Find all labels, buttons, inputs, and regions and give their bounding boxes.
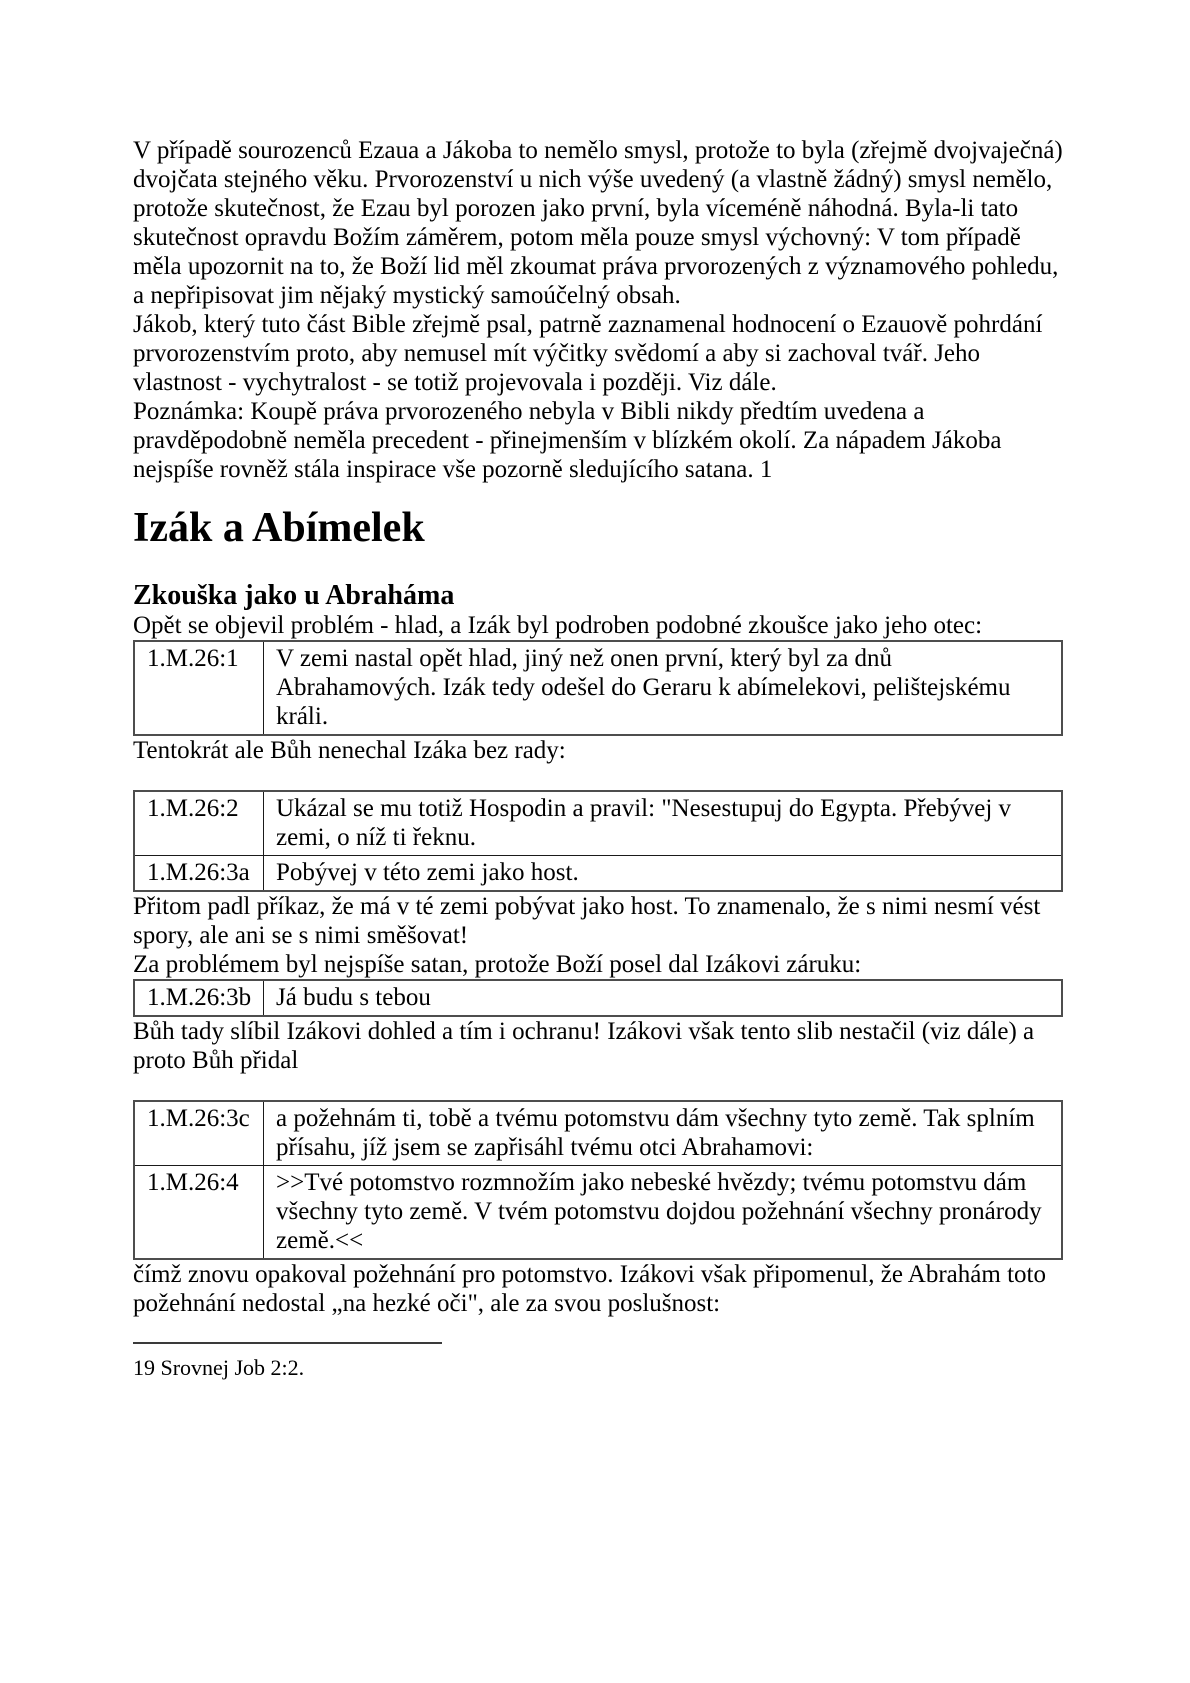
verse-table-26-2-3a [133, 790, 1063, 892]
verse-row [134, 980, 1062, 1016]
subsection-heading-zkouska: Zkouška jako u Abraháma [133, 580, 455, 611]
verse-table-26-1 [133, 640, 1063, 736]
paragraph-host-command: Přitom padl příkaz, že má v té zemi pobývat jako host. To znamenalo, že s nimi nesmí vést spory, ale ani se s nimi směšovat! [133, 893, 1041, 949]
verse-text: Já budu s tebou [264, 980, 1063, 1016]
section-heading-izak-a-abimelek: Izák a Abímelek [133, 505, 425, 551]
verse-reference: 1.M.26:3c [134, 1101, 264, 1166]
verse-text: V zemi nastal opět hlad, jiný než onen první, který byl za dnů Abrahamových. Izák tedy odešel do Geraru k abímelekovi, pelištejskému králi. [264, 641, 1063, 735]
footnote-separator-rule [133, 1342, 442, 1344]
verse-row [134, 1166, 1062, 1260]
paragraph-advice: Tentokrát ale Bůh nenechal Izáka bez rady: [133, 737, 566, 764]
verse-row [134, 641, 1062, 735]
verse-table-26-3c-4 [133, 1100, 1063, 1260]
verse-row [134, 791, 1062, 856]
verse-text: Ukázal se mu totiž Hospodin a pravil: "Nesestupuj do Egypta. Přebývej v zemi, o níž ti řeknu. [264, 791, 1063, 856]
verse-text: a požehnám ti, tobě a tvému potomstvu dám všechny tyto země. Tak splním přísahu, jíž jsem se zapřisáhl tvému otci Abrahamovi: [264, 1101, 1063, 1166]
paragraph-satan: Za problémem byl nejspíše satan, protože Boží posel dal Izákovi záruku: [133, 951, 862, 978]
verse-reference: 1.M.26:3b [134, 980, 264, 1016]
footnote-text: 19 Srovnej Job 2:2. [133, 1355, 305, 1380]
verse-table-26-3b [133, 979, 1063, 1017]
verse-row [134, 856, 1062, 892]
verse-text: Pobývej v této zemi jako host. [264, 856, 1063, 892]
verse-reference: 1.M.26:3a [134, 856, 264, 892]
paragraph-firstborn-2: Jákob, který tuto část Bible zřejmě psal, patrně zaznamenal hodnocení o Ezauově pohrdání prvorozenstvím proto, aby nemusel mít výčitky svědomí a aby si zachoval tvář. Jeho vlastnost - vychytralost - se totiž projevovala i později. Viz dále. [133, 311, 1043, 396]
paragraph-firstborn-1: V případě sourozenců Ezaua a Jákoba to nemělo smysl, protože to byla (zřejmě dvojvaječná) dvojčata stejného věku. Prvorozenství u nich výše uvedený (a vlastně žádný) smysl nemělo, protože skutečnost, že Ezau byl porozen jako první, byla víceméně náhodná. Byla-li tato skutečnost opravdu Božím záměrem, potom měla pouze smysl výchovný: V tom případě měla upozornit na to, že Boží lid měl zkoumat práva prvorozených z významového pohledu, a nepřipisovat jim nějaký mystický samoúčelný obsah. [133, 137, 1063, 309]
verse-row [134, 1101, 1062, 1166]
verse-text: >>Tvé potomstvo rozmnožím jako nebeské hvězdy; tvému potomstvu dám všechny tyto země. V tvém potomstvu dojdou požehnání všechny pronárody země.<< [264, 1166, 1063, 1260]
paragraph-note: Poznámka: Koupě práva prvorozeného nebyla v Bibli nikdy předtím uvedena a pravděpodobně neměla precedent - přinejmenším v blízkém okolí. Za nápadem Jákoba nejspíše rovněž stála inspirace vše pozorně sledujícího satana. 1 [133, 398, 1002, 483]
paragraph-promise: Bůh tady slíbil Izákovi dohled a tím i ochranu! Izákovi však tento slib nestačil (viz dále) a proto Bůh přidal [133, 1018, 1035, 1074]
footnote-section [133, 1342, 1063, 1380]
verse-reference: 1.M.26:2 [134, 791, 264, 856]
paragraph-test-intro: Opět se objevil problém - hlad, a Izák byl podroben podobné zkoušce jako jeho otec: [133, 612, 983, 639]
paragraph-closing: čímž znovu opakoval požehnání pro potomstvo. Izákovi však připomenul, že Abrahám toto požehnání nedostal „na hezké oči", ale za svou poslušnost: [133, 1261, 1046, 1317]
verse-reference: 1.M.26:4 [134, 1166, 264, 1260]
verse-reference: 1.M.26:1 [134, 641, 264, 735]
